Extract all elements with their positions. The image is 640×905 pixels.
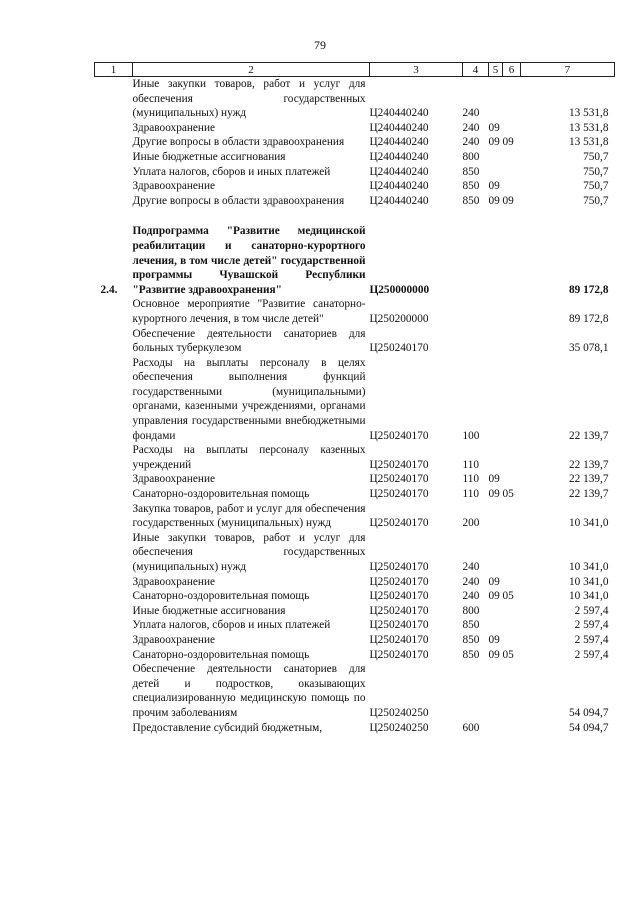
- row-number: [95, 443, 133, 472]
- section: 09: [488, 648, 500, 661]
- table-row: [95, 356, 615, 444]
- subsection: [503, 224, 521, 297]
- table-row: [95, 135, 615, 150]
- section: [489, 662, 503, 720]
- target-code: Ц250240250: [369, 721, 429, 734]
- table-row: [95, 589, 615, 604]
- expense-type: 850: [462, 633, 480, 646]
- section: [489, 297, 503, 326]
- amount: 13 531,8: [568, 136, 609, 149]
- target-code: Ц240440240: [369, 136, 429, 149]
- amount: 750,7: [583, 180, 609, 193]
- expense-type: 850: [462, 648, 480, 661]
- table-row: [95, 502, 615, 531]
- amount: 10 341,0: [568, 590, 609, 603]
- row-name: Уплата налогов, сборов и иных платежей: [132, 165, 331, 178]
- subsection: [503, 472, 521, 487]
- table-row: [95, 575, 615, 590]
- subsection: [503, 297, 521, 326]
- section: 09: [488, 488, 500, 501]
- row-name: Другие вопросы в области здравоохранения: [132, 194, 345, 207]
- amount: 54 094,7: [568, 706, 609, 719]
- amount: 10 341,0: [568, 561, 609, 573]
- amount: 54 094,7: [568, 721, 609, 734]
- table-row: [95, 194, 615, 209]
- section: 09: [488, 590, 500, 603]
- subsection: [503, 150, 521, 165]
- subsection: [503, 633, 521, 648]
- table-row: [95, 648, 615, 663]
- section: [489, 502, 503, 531]
- row-number: [95, 487, 133, 502]
- expense-type: [463, 297, 489, 326]
- section: [489, 618, 503, 633]
- expense-type: 850: [462, 194, 480, 207]
- subsection: [503, 165, 521, 180]
- expense-type: 800: [462, 604, 480, 617]
- target-code: Ц250240170: [369, 619, 429, 632]
- row-name: Иные закупки товаров, работ и услуг для обеспечения государственных (муниципальных) нужд: [132, 78, 366, 120]
- table-header-row: [95, 63, 615, 77]
- row-name: Здравоохранение: [132, 575, 216, 588]
- header-cell: 1: [95, 63, 133, 77]
- row-number: [95, 618, 133, 633]
- subsection: 05: [502, 488, 514, 501]
- row-number: [95, 648, 133, 663]
- row-name: Расходы на выплаты персоналу казенных учреждений: [132, 444, 366, 471]
- amount: 750,7: [583, 165, 609, 178]
- expense-type: [463, 224, 489, 297]
- row-name: Здравоохранение: [132, 180, 216, 193]
- expense-type: 240: [462, 575, 480, 588]
- row-name: Обеспечение деятельности санаториев для детей и подростков, оказывающих специализированную медицинскую помощь по прочим заболеваниям: [132, 663, 366, 719]
- target-code: Ц250240170: [369, 488, 429, 501]
- amount: 22 139,7: [568, 458, 609, 471]
- section: 09: [488, 473, 500, 486]
- section: [489, 165, 503, 180]
- target-code: Ц250240170: [369, 458, 429, 471]
- subsection: [503, 179, 521, 194]
- row-number: [95, 150, 133, 165]
- target-code: Ц250240170: [369, 633, 429, 646]
- row-name: Расходы на выплаты персоналу в целях обеспечения выполнения функций государственными (муниципальными) органами, казенными учреждениями, органами управления государственными внебюджетными фондами: [132, 356, 366, 442]
- budget-table: [94, 62, 615, 735]
- expense-type: 240: [462, 121, 480, 134]
- row-number: [95, 575, 133, 590]
- subsection: [503, 575, 521, 590]
- row-name: Иные бюджетные ассигнования: [132, 150, 286, 163]
- row-name: Санаторно-оздоровительная помощь: [132, 648, 310, 661]
- target-code: Ц250240170: [369, 561, 429, 573]
- subsection: [503, 721, 521, 736]
- row-name: Здравоохранение: [132, 473, 216, 486]
- header-cell: 5: [489, 63, 503, 77]
- amount: 10 341,0: [568, 517, 609, 530]
- row-number: [95, 633, 133, 648]
- subsection: [503, 121, 521, 136]
- row-number: [95, 297, 133, 326]
- row-number: [95, 121, 133, 136]
- expense-type: [463, 662, 489, 720]
- amount: 2 597,4: [574, 619, 609, 632]
- table-row: [95, 150, 615, 165]
- spacer-row: [95, 208, 615, 224]
- expense-type: 850: [462, 180, 480, 193]
- expense-type: 100: [462, 429, 480, 442]
- section: 09: [488, 575, 500, 588]
- table-row: [95, 618, 615, 633]
- target-code: Ц240440240: [369, 180, 429, 193]
- subsection: [503, 618, 521, 633]
- amount: 22 139,7: [568, 429, 609, 442]
- row-number: [95, 77, 133, 121]
- row-number: [95, 135, 133, 150]
- row-name: Санаторно-оздоровительная помощь: [132, 590, 310, 603]
- amount: 89 172,8: [568, 283, 609, 296]
- amount: 22 139,7: [568, 473, 609, 486]
- section: 09: [488, 121, 500, 134]
- subsection: [503, 662, 521, 720]
- target-code: Ц240440240: [369, 121, 429, 134]
- header-cell: 3: [370, 63, 463, 77]
- section: 09: [488, 136, 500, 149]
- amount: 89 172,8: [568, 312, 609, 325]
- row-number: [95, 356, 133, 444]
- row-name: Другие вопросы в области здравоохранения: [132, 136, 345, 149]
- header-cell: 7: [521, 63, 615, 77]
- section: [489, 77, 503, 121]
- amount: 750,7: [583, 194, 609, 207]
- expense-type: 200: [462, 517, 480, 530]
- expense-type: 240: [462, 107, 480, 120]
- target-code: Ц240440240: [369, 150, 429, 163]
- section: [489, 224, 503, 297]
- subsection: [503, 531, 521, 575]
- row-number: [95, 502, 133, 531]
- row-number: [95, 604, 133, 619]
- target-code: Ц250240170: [369, 429, 429, 442]
- row-number: [95, 179, 133, 194]
- row-name: Санаторно-оздоровительная помощь: [132, 488, 310, 501]
- row-number: [95, 662, 133, 720]
- expense-type: 240: [462, 561, 480, 573]
- expense-type: 240: [462, 590, 480, 603]
- section: [489, 150, 503, 165]
- table-row: [95, 121, 615, 136]
- section: 09: [488, 633, 500, 646]
- row-number: [95, 327, 133, 356]
- row-name: Здравоохранение: [132, 121, 216, 134]
- target-code: Ц250240170: [369, 575, 429, 588]
- amount: 2 597,4: [574, 633, 609, 646]
- row-number: [95, 721, 133, 736]
- section: [489, 721, 503, 736]
- subsection: 09: [502, 194, 514, 207]
- expense-type: 800: [462, 150, 480, 163]
- row-name: Уплата налогов, сборов и иных платежей: [132, 619, 331, 632]
- subsection: 05: [502, 648, 514, 661]
- subsection: [503, 604, 521, 619]
- expense-type: 110: [462, 488, 480, 501]
- subsection: [503, 443, 521, 472]
- subsection: [503, 77, 521, 121]
- target-code: Ц250240170: [369, 590, 429, 603]
- table-row: [95, 179, 615, 194]
- section: [489, 531, 503, 575]
- header-cell: 2: [133, 63, 370, 77]
- row-number: [95, 472, 133, 487]
- target-code: Ц250200000: [369, 312, 429, 325]
- row-name: Подпрограмма "Развитие медицинской реабилитации и санаторно-курортного лечения, в том числе детей" государственной программы Чувашской Республики "Развитие здравоохранения": [132, 225, 366, 296]
- subsection: 09: [502, 136, 514, 149]
- section: [489, 443, 503, 472]
- row-number: [95, 531, 133, 575]
- row-number: [95, 165, 133, 180]
- target-code: Ц250240170: [369, 473, 429, 486]
- target-code: Ц240440240: [369, 165, 429, 178]
- target-code: Ц250240250: [369, 706, 429, 719]
- expense-type: 110: [462, 458, 480, 471]
- table-row: [95, 662, 615, 720]
- table-row: [95, 487, 615, 502]
- subsection: [503, 356, 521, 444]
- row-number: [95, 589, 133, 604]
- section: 09: [488, 194, 500, 207]
- row-number: 2.4.: [100, 283, 118, 296]
- amount: 750,7: [583, 150, 609, 163]
- table-row: [95, 604, 615, 619]
- row-name: Закупка товаров, работ и услуг для обеспечения государственных (муниципальных) нужд: [132, 502, 366, 530]
- row-name: Здравоохранение: [132, 633, 216, 646]
- subsection: [503, 327, 521, 356]
- section: [489, 604, 503, 619]
- table-row: [95, 224, 615, 297]
- target-code: Ц250240170: [369, 648, 429, 661]
- table-row: [95, 327, 615, 356]
- table-row: [95, 721, 615, 736]
- page-number: 79: [314, 38, 326, 52]
- expense-type: 110: [462, 473, 480, 486]
- expense-type: 600: [462, 721, 480, 734]
- table-row: [95, 165, 615, 180]
- section: 09: [488, 180, 500, 193]
- row-name: Иные бюджетные ассигнования: [132, 604, 286, 617]
- expense-type: 850: [462, 165, 480, 178]
- target-code: Ц250000000: [369, 283, 430, 296]
- section: [489, 327, 503, 356]
- table-row: [95, 531, 615, 575]
- expense-type: 850: [462, 619, 480, 632]
- expense-type: [463, 327, 489, 356]
- row-name: Предоставление субсидий бюджетным,: [132, 721, 323, 734]
- target-code: Ц240440240: [369, 194, 429, 207]
- section: [489, 356, 503, 444]
- amount: 22 139,7: [568, 488, 609, 501]
- target-code: Ц250240170: [369, 517, 429, 530]
- target-code: Ц250240170: [369, 342, 429, 355]
- amount: 10 341,0: [568, 575, 609, 588]
- amount: 2 597,4: [574, 604, 609, 617]
- row-name: Обеспечение деятельности санаториев для больных туберкулезом: [132, 327, 366, 355]
- expense-type: 240: [462, 136, 480, 149]
- table-row: [95, 633, 615, 648]
- header-cell: 6: [503, 63, 521, 77]
- table-row: [95, 77, 615, 121]
- target-code: Ц250240170: [369, 604, 429, 617]
- spacer-cell: [95, 208, 615, 224]
- table-body: [95, 77, 615, 736]
- table-row: [95, 443, 615, 472]
- amount: 13 531,8: [568, 107, 609, 120]
- row-name: Основное мероприятие "Развитие санаторно-курортного лечения, в том числе детей": [132, 298, 366, 325]
- subsection: 05: [502, 590, 514, 603]
- table-row: [95, 472, 615, 487]
- subsection: [503, 502, 521, 531]
- target-code: Ц240440240: [369, 107, 429, 120]
- row-name: Иные закупки товаров, работ и услуг для обеспечения государственных (муниципальных) нужд: [132, 531, 366, 573]
- amount: 13 531,8: [568, 121, 609, 134]
- row-number: [95, 194, 133, 209]
- table-row: [95, 297, 615, 326]
- header-cell: 4: [463, 63, 489, 77]
- amount: 2 597,4: [574, 648, 609, 661]
- amount: 35 078,1: [568, 342, 609, 355]
